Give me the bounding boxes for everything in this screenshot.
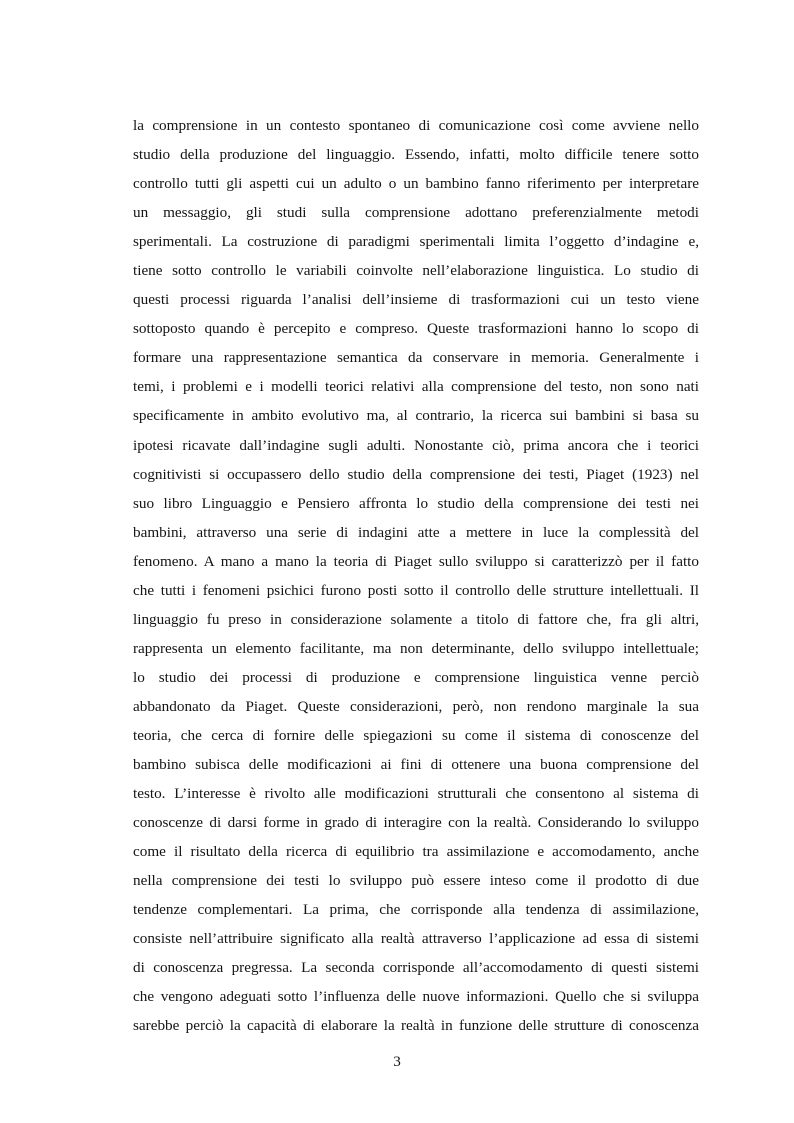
- text-line: formare una rappresentazione semantica da conservare in memoria. Generalmente i: [133, 349, 699, 367]
- text-line: lo studio dei processi di produzione e comprensione linguistica venne perciò: [133, 668, 699, 686]
- text-line: nella comprensione dei testi lo sviluppo può essere inteso come il prodotto di due: [133, 872, 699, 890]
- text-line: conoscenze di darsi forme in grado di interagire con la realtà. Considerando lo sviluppo: [133, 814, 699, 832]
- text-line: studio della produzione del linguaggio. Essendo, infatti, molto difficile tenere sotto: [133, 146, 699, 164]
- text-line: bambini, attraverso una serie di indagini atte a mettere in luce la complessità del: [133, 523, 699, 541]
- body-paragraph: [133, 111, 699, 1041]
- text-line: fenomeno. A mano a mano la teoria di Piaget sullo sviluppo si caratterizzò per il fatto: [133, 552, 699, 570]
- text-line: abbandonato da Piaget. Queste considerazioni, però, non rendono marginale la sua: [133, 697, 699, 715]
- page-number: 3: [393, 1053, 401, 1070]
- text-line: specificamente in ambito evolutivo ma, al contrario, la ricerca sui bambini si basa su: [133, 407, 699, 425]
- text-line: temi, i problemi e i modelli teorici relativi alla comprensione del testo, non sono nati: [133, 378, 699, 396]
- text-line: teoria, che cerca di fornire delle spiegazioni su come il sistema di conoscenze del: [133, 726, 699, 744]
- text-line: sperimentali. La costruzione di paradigmi sperimentali limita l’oggetto d’indagine e,: [133, 233, 699, 251]
- text-line: sottoposto quando è percepito e compreso. Queste trasformazioni hanno lo scopo di: [133, 320, 699, 338]
- text-line: la comprensione in un contesto spontaneo di comunicazione così come avviene nello: [133, 117, 699, 134]
- text-line: di conoscenza pregressa. La seconda corrisponde all’accomodamento di questi sistemi: [133, 959, 699, 977]
- text-line: testo. L’interesse è rivolto alle modificazioni strutturali che consentono al sistema di: [133, 785, 699, 803]
- text-line: tendenze complementari. La prima, che corrisponde alla tendenza di assimilazione,: [133, 901, 699, 919]
- text-line: tiene sotto controllo le variabili coinvolte nell’elaborazione linguistica. Lo studio di: [133, 262, 699, 280]
- text-line: sarebbe perciò la capacità di elaborare la realtà in funzione delle strutture di conoscenza: [133, 1017, 699, 1035]
- text-line: che vengono adeguati sotto l’influenza delle nuove informazioni. Quello che si sviluppa: [133, 988, 699, 1006]
- text-line: cognitivisti si occupassero dello studio della comprensione dei testi, Piaget (1923) nel: [133, 465, 699, 483]
- text-line: controllo tutti gli aspetti cui un adulto o un bambino fanno riferimento per interpretare: [133, 175, 699, 193]
- text-line: ipotesi ricavate dall’indagine sugli adulti. Nonostante ciò, prima ancora che i teorici: [133, 436, 699, 454]
- text-line: un messaggio, gli studi sulla comprensione adottano preferenzialmente metodi: [133, 204, 699, 222]
- text-line: consiste nell’attribuire significato alla realtà attraverso l’applicazione ad essa di sistemi: [133, 930, 699, 948]
- text-line: come il risultato della ricerca di equilibrio tra assimilazione e accomodamento, anche: [133, 843, 699, 861]
- text-line: bambino subisca delle modificazioni ai fini di ottenere una buona comprensione del: [133, 756, 699, 774]
- text-line: rappresenta un elemento facilitante, ma non determinante, dello sviluppo intellettuale;: [133, 639, 699, 657]
- text-line: questi processi riguarda l’analisi dell’insieme di trasformazioni cui un testo viene: [133, 291, 699, 309]
- text-line: che tutti i fenomeni psichici furono posti sotto il controllo delle strutture intellettuali. Il: [133, 581, 699, 599]
- text-line: linguaggio fu preso in considerazione solamente a titolo di fattore che, fra gli altri,: [133, 610, 699, 628]
- text-line: suo libro Linguaggio e Pensiero affronta lo studio della comprensione dei testi nei: [133, 494, 699, 512]
